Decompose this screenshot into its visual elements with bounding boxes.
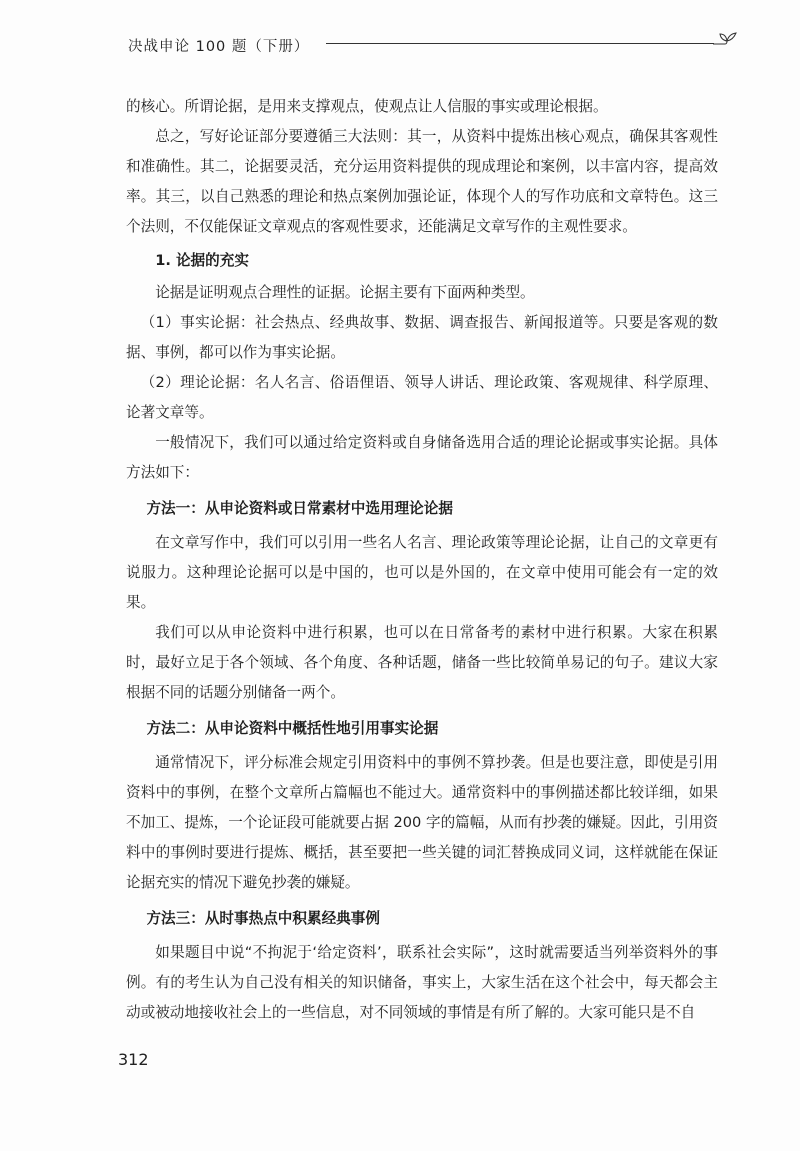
- page-number: 312: [118, 1050, 149, 1069]
- list-item: （2）理论论据：名人名言、俗语俚语、领导人讲话、理论政策、客观规律、科学原理、论著文章等。: [126, 374, 718, 421]
- list-item: （1）事实论据：社会热点、经典故事、数据、调查报告、新闻报道等。只要是客观的数据、事例，都可以作为事实论据。: [126, 314, 718, 361]
- book-title: 决战申论 100 题（下册）: [128, 39, 310, 55]
- sprout-icon: [710, 30, 740, 54]
- body-text: [126, 92, 718, 1028]
- paragraph: 如果题目中说“不拘泥于‘给定资料’，联系社会实际”，这时就需要适当列举资料外的事例。有的考生认为自己没有相关的知识储备，事实上，大家生活在这个社会中，每天都会主动或被动地接收社会上的一些信息，对不同领域的事情是有所了解的。大家可能只是不自: [126, 944, 718, 1021]
- page-header: [128, 30, 740, 66]
- header-rule: [326, 43, 714, 44]
- paragraph: 在文章写作中，我们可以引用一些名人名言、理论政策等理论论据，让自己的文章更有说服力。这种理论论据可以是中国的，也可以是外国的，在文章中使用可能会有一定的效果。: [126, 534, 718, 611]
- paragraph: 我们可以从申论资料中进行积累，也可以在日常备考的素材中进行积累。大家在积累时，最好立足于各个领域、各个角度、各种话题，储备一些比较简单易记的句子。建议大家根据不同的话题分别储备一两个。: [126, 624, 718, 701]
- paragraph: 论据是证明观点合理性的证据。论据主要有下面两种类型。: [155, 284, 535, 301]
- paragraph: 通常情况下，评分标准会规定引用资料中的事例不算抄袭。但是也要注意，即使是引用资料中的事例，在整个文章所占篇幅也不能过大。通常资料中的事例描述都比较详细，如果不加工、提炼，一个论证段可能就要占据 200 字的篇幅，从而有抄袭的嫌疑。因此，引用资料中的事例时要进行提炼、概括，甚至要把一些关键的词汇替换成同义词，这样就能在保证论据充实的情况下避免抄袭的嫌疑。: [126, 754, 718, 891]
- section-heading: 1. 论据的充实: [155, 252, 249, 269]
- method-heading: 方法二：从申论资料中概括性地引用事实论据: [146, 720, 439, 737]
- paragraph: 的核心。所谓论据，是用来支撑观点，使观点让人信服的事实或理论根据。: [126, 98, 608, 115]
- method-heading: 方法三：从时事热点中积累经典事例: [146, 910, 380, 927]
- method-heading: 方法一：从申论资料或日常素材中选用理论论据: [146, 500, 453, 517]
- paragraph: 总之，写好论证部分要遵循三大法则：其一，从资料中提炼出核心观点，确保其客观性和准确性。其二，论据要灵活，充分运用资料提供的现成理论和案例，以丰富内容，提高效率。其三，以自己熟悉的理论和热点案例加强论证，体现个人的写作功底和文章特色。这三个法则，不仅能保证文章观点的客观性要求，还能满足文章写作的主观性要求。: [126, 128, 718, 235]
- paragraph: 一般情况下，我们可以通过给定资料或自身储备选用合适的理论论据或事实论据。具体方法如下：: [126, 434, 718, 481]
